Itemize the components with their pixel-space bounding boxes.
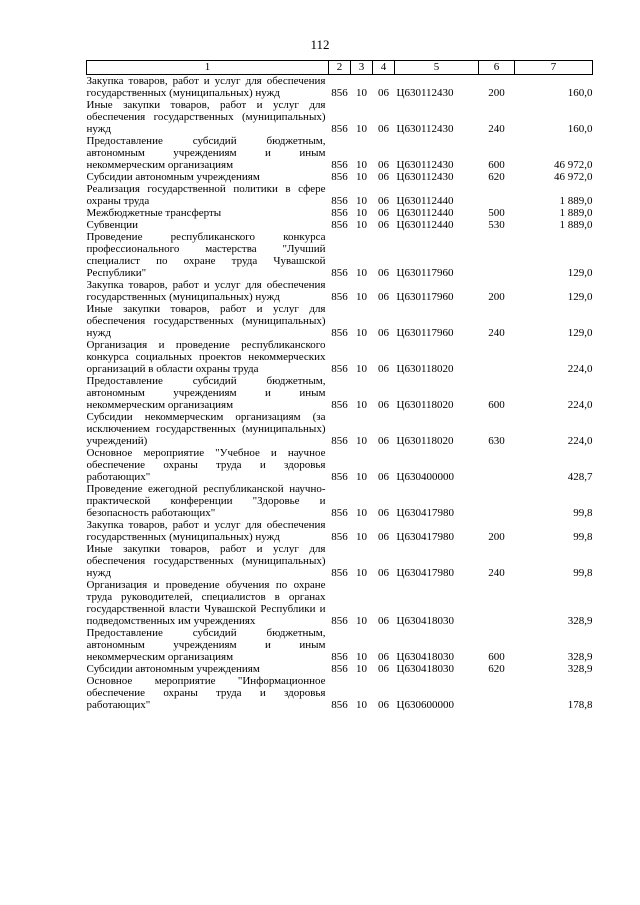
row-section-code: 10 bbox=[356, 663, 367, 675]
row-name: Иные закупки товаров, работ и услуг для обеспечения государственных (муниципальных) нужд bbox=[86, 543, 326, 579]
row-expense-type: 600 bbox=[488, 651, 505, 663]
table-row bbox=[87, 135, 593, 171]
row-subsection-code: 06 bbox=[378, 567, 389, 579]
row-section-code: 10 bbox=[356, 399, 367, 411]
row-amount: 224,0 bbox=[567, 399, 593, 411]
row-target-code: Ц630112430 bbox=[396, 87, 454, 99]
row-subsection-code: 06 bbox=[378, 195, 389, 207]
row-expense-type: 600 bbox=[488, 159, 505, 171]
row-section-code: 10 bbox=[356, 87, 367, 99]
table-row bbox=[87, 183, 593, 207]
row-expense-type: 630 bbox=[488, 435, 505, 447]
row-section-code: 10 bbox=[356, 363, 367, 375]
row-amount: 224,0 bbox=[567, 435, 593, 447]
row-amount: 178,8 bbox=[567, 699, 593, 711]
table-row bbox=[87, 99, 593, 135]
row-amount: 224,0 bbox=[567, 363, 593, 375]
column-header-3: 3 bbox=[351, 61, 373, 75]
row-name: Предоставление субсидий бюджетным, автономным учреждениям и иным некоммерческим организациям bbox=[86, 135, 326, 171]
row-subsection-code: 06 bbox=[378, 291, 389, 303]
row-section-code: 10 bbox=[356, 567, 367, 579]
row-ministry-code: 856 bbox=[331, 87, 348, 99]
row-target-code: Ц630600000 bbox=[396, 699, 454, 711]
row-expense-type: 240 bbox=[488, 123, 505, 135]
row-amount: 1 889,0 bbox=[559, 207, 593, 219]
row-ministry-code: 856 bbox=[331, 171, 348, 183]
row-target-code: Ц630117960 bbox=[396, 327, 454, 339]
row-subsection-code: 06 bbox=[378, 267, 389, 279]
row-expense-type bbox=[479, 339, 515, 375]
row-amount: 328,9 bbox=[567, 615, 593, 627]
table-row bbox=[87, 171, 593, 183]
row-expense-type bbox=[479, 483, 515, 519]
row-name: Организация и проведение республиканского конкурса социальных проектов некоммерческих организаций в области охраны труда bbox=[86, 339, 326, 375]
row-ministry-code: 856 bbox=[331, 363, 348, 375]
row-ministry-code: 856 bbox=[331, 507, 348, 519]
row-name: Закупка товаров, работ и услуг для обеспечения государственных (муниципальных) нужд bbox=[86, 279, 326, 303]
table-row bbox=[87, 483, 593, 519]
row-expense-type bbox=[479, 231, 515, 279]
row-target-code: Ц630112440 bbox=[396, 195, 454, 207]
row-subsection-code: 06 bbox=[378, 171, 389, 183]
row-amount: 99,8 bbox=[573, 507, 593, 519]
row-expense-type bbox=[479, 675, 515, 711]
column-header-2: 2 bbox=[329, 61, 351, 75]
row-name: Проведение ежегодной республиканской научно-практической конференции "Здоровье и безопасность работающих" bbox=[86, 483, 326, 519]
row-subsection-code: 06 bbox=[378, 651, 389, 663]
row-amount: 328,9 bbox=[567, 651, 593, 663]
row-amount: 46 972,0 bbox=[554, 171, 593, 183]
table-row bbox=[87, 231, 593, 279]
row-expense-type: 200 bbox=[488, 531, 505, 543]
row-ministry-code: 856 bbox=[331, 699, 348, 711]
row-subsection-code: 06 bbox=[378, 123, 389, 135]
column-header-6: 6 bbox=[479, 61, 515, 75]
row-subsection-code: 06 bbox=[378, 699, 389, 711]
row-expense-type bbox=[479, 183, 515, 207]
row-subsection-code: 06 bbox=[378, 615, 389, 627]
row-ministry-code: 856 bbox=[331, 267, 348, 279]
row-section-code: 10 bbox=[356, 699, 367, 711]
row-name: Закупка товаров, работ и услуг для обеспечения государственных (муниципальных) нужд bbox=[86, 519, 326, 543]
row-name: Организация и проведение обучения по охране труда руководителей, специалистов в органах государственной власти Чувашской Республики и подведомственных им учреждениях bbox=[86, 579, 326, 627]
row-section-code: 10 bbox=[356, 219, 367, 231]
table-row bbox=[87, 663, 593, 675]
row-subsection-code: 06 bbox=[378, 363, 389, 375]
row-section-code: 10 bbox=[356, 435, 367, 447]
row-ministry-code: 856 bbox=[331, 291, 348, 303]
row-subsection-code: 06 bbox=[378, 471, 389, 483]
table-row bbox=[87, 411, 593, 447]
row-subsection-code: 06 bbox=[378, 87, 389, 99]
row-section-code: 10 bbox=[356, 651, 367, 663]
row-subsection-code: 06 bbox=[378, 219, 389, 231]
row-expense-type: 620 bbox=[488, 663, 505, 675]
row-subsection-code: 06 bbox=[378, 159, 389, 171]
row-ministry-code: 856 bbox=[331, 219, 348, 231]
row-subsection-code: 06 bbox=[378, 531, 389, 543]
row-target-code: Ц630118020 bbox=[396, 435, 454, 447]
table-row bbox=[87, 375, 593, 411]
row-subsection-code: 06 bbox=[378, 507, 389, 519]
table-body bbox=[87, 75, 593, 712]
table-row bbox=[87, 219, 593, 231]
row-target-code: Ц630112430 bbox=[396, 171, 454, 183]
column-header-1: 1 bbox=[87, 61, 329, 75]
row-section-code: 10 bbox=[356, 327, 367, 339]
row-name: Закупка товаров, работ и услуг для обеспечения государственных (муниципальных) нужд bbox=[86, 75, 326, 99]
row-ministry-code: 856 bbox=[331, 399, 348, 411]
row-section-code: 10 bbox=[356, 531, 367, 543]
column-header-7: 7 bbox=[515, 61, 593, 75]
row-amount: 129,0 bbox=[567, 291, 593, 303]
row-name: Предоставление субсидий бюджетным, автономным учреждениям и иным некоммерческим организациям bbox=[86, 375, 326, 411]
row-ministry-code: 856 bbox=[331, 207, 348, 219]
row-target-code: Ц630112440 bbox=[396, 207, 454, 219]
row-expense-type bbox=[479, 447, 515, 483]
row-amount: 328,9 bbox=[567, 663, 593, 675]
page-number: 112 bbox=[310, 37, 330, 52]
row-ministry-code: 856 bbox=[331, 663, 348, 675]
table-row bbox=[87, 447, 593, 483]
row-target-code: Ц630418030 bbox=[396, 663, 454, 675]
row-target-code: Ц630418030 bbox=[396, 651, 454, 663]
row-ministry-code: 856 bbox=[331, 195, 348, 207]
row-expense-type: 240 bbox=[488, 327, 505, 339]
row-expense-type: 500 bbox=[488, 207, 505, 219]
row-expense-type: 200 bbox=[488, 291, 505, 303]
row-target-code: Ц630118020 bbox=[396, 363, 454, 375]
row-name: Проведение республиканского конкурса профессионального мастерства "Лучший специалист по охране труда Чувашской Республики" bbox=[86, 231, 326, 279]
row-section-code: 10 bbox=[356, 507, 367, 519]
table-row bbox=[87, 675, 593, 711]
row-expense-type bbox=[479, 579, 515, 627]
row-ministry-code: 856 bbox=[331, 531, 348, 543]
row-ministry-code: 856 bbox=[331, 471, 348, 483]
row-name: Основное мероприятие "Информационное обеспечение охраны труда и здоровья работающих" bbox=[86, 675, 326, 711]
row-target-code: Ц630117960 bbox=[396, 267, 454, 279]
row-target-code: Ц630118020 bbox=[396, 399, 454, 411]
row-amount: 46 972,0 bbox=[554, 159, 593, 171]
table-row bbox=[87, 579, 593, 627]
row-target-code: Ц630417980 bbox=[396, 507, 454, 519]
row-subsection-code: 06 bbox=[378, 435, 389, 447]
row-ministry-code: 856 bbox=[331, 159, 348, 171]
row-subsection-code: 06 bbox=[378, 207, 389, 219]
table-row bbox=[87, 279, 593, 303]
column-header-5: 5 bbox=[395, 61, 479, 75]
row-name: Основное мероприятие "Учебное и научное обеспечение охраны труда и здоровья работающих" bbox=[86, 447, 326, 483]
budget-table bbox=[86, 60, 593, 711]
row-target-code: Ц630112440 bbox=[396, 219, 454, 231]
row-target-code: Ц630117960 bbox=[396, 291, 454, 303]
row-target-code: Ц630418030 bbox=[396, 615, 454, 627]
row-amount: 1 889,0 bbox=[559, 195, 593, 207]
table-row bbox=[87, 339, 593, 375]
table-row bbox=[87, 303, 593, 339]
row-subsection-code: 06 bbox=[378, 663, 389, 675]
row-expense-type: 530 bbox=[488, 219, 505, 231]
table-row bbox=[87, 543, 593, 579]
row-target-code: Ц630400000 bbox=[396, 471, 454, 483]
row-name: Субсидии некоммерческим организациям (за исключением государственных (муниципальных) учреждений) bbox=[86, 411, 326, 447]
table-row bbox=[87, 519, 593, 543]
row-name: Субсидии автономным учреждениям bbox=[86, 663, 260, 675]
row-section-code: 10 bbox=[356, 615, 367, 627]
row-section-code: 10 bbox=[356, 207, 367, 219]
table-row bbox=[87, 207, 593, 219]
row-expense-type: 620 bbox=[488, 171, 505, 183]
row-section-code: 10 bbox=[356, 171, 367, 183]
row-name: Предоставление субсидий бюджетным, автономным учреждениям и иным некоммерческим организациям bbox=[86, 627, 326, 663]
row-name: Субсидии автономным учреждениям bbox=[86, 171, 260, 183]
row-section-code: 10 bbox=[356, 471, 367, 483]
row-target-code: Ц630112430 bbox=[396, 159, 454, 171]
row-section-code: 10 bbox=[356, 123, 367, 135]
row-name: Реализация государственной политики в сфере охраны труда bbox=[86, 183, 326, 207]
row-subsection-code: 06 bbox=[378, 327, 389, 339]
table-row bbox=[87, 627, 593, 663]
row-amount: 160,0 bbox=[567, 87, 593, 99]
row-section-code: 10 bbox=[356, 159, 367, 171]
row-section-code: 10 bbox=[356, 291, 367, 303]
row-subsection-code: 06 bbox=[378, 399, 389, 411]
table-row bbox=[87, 75, 593, 100]
row-name: Межбюджетные трансферты bbox=[86, 207, 222, 219]
row-name: Субвенции bbox=[86, 219, 139, 231]
row-section-code: 10 bbox=[356, 195, 367, 207]
row-ministry-code: 856 bbox=[331, 651, 348, 663]
row-amount: 129,0 bbox=[567, 327, 593, 339]
row-section-code: 10 bbox=[356, 267, 367, 279]
row-amount: 99,8 bbox=[573, 531, 593, 543]
row-amount: 99,8 bbox=[573, 567, 593, 579]
row-ministry-code: 856 bbox=[331, 123, 348, 135]
row-amount: 1 889,0 bbox=[559, 219, 593, 231]
row-amount: 129,0 bbox=[567, 267, 593, 279]
row-target-code: Ц630417980 bbox=[396, 531, 454, 543]
row-ministry-code: 856 bbox=[331, 435, 348, 447]
row-target-code: Ц630112430 bbox=[396, 123, 454, 135]
row-ministry-code: 856 bbox=[331, 327, 348, 339]
row-target-code: Ц630417980 bbox=[396, 567, 454, 579]
row-expense-type: 240 bbox=[488, 567, 505, 579]
row-amount: 428,7 bbox=[567, 471, 593, 483]
row-amount: 160,0 bbox=[567, 123, 593, 135]
row-name: Иные закупки товаров, работ и услуг для обеспечения государственных (муниципальных) нужд bbox=[86, 303, 326, 339]
row-name: Иные закупки товаров, работ и услуг для обеспечения государственных (муниципальных) нужд bbox=[86, 99, 326, 135]
table-header-row bbox=[87, 61, 593, 75]
row-expense-type: 200 bbox=[488, 87, 505, 99]
row-ministry-code: 856 bbox=[331, 615, 348, 627]
row-expense-type: 600 bbox=[488, 399, 505, 411]
column-header-4: 4 bbox=[373, 61, 395, 75]
row-ministry-code: 856 bbox=[331, 567, 348, 579]
